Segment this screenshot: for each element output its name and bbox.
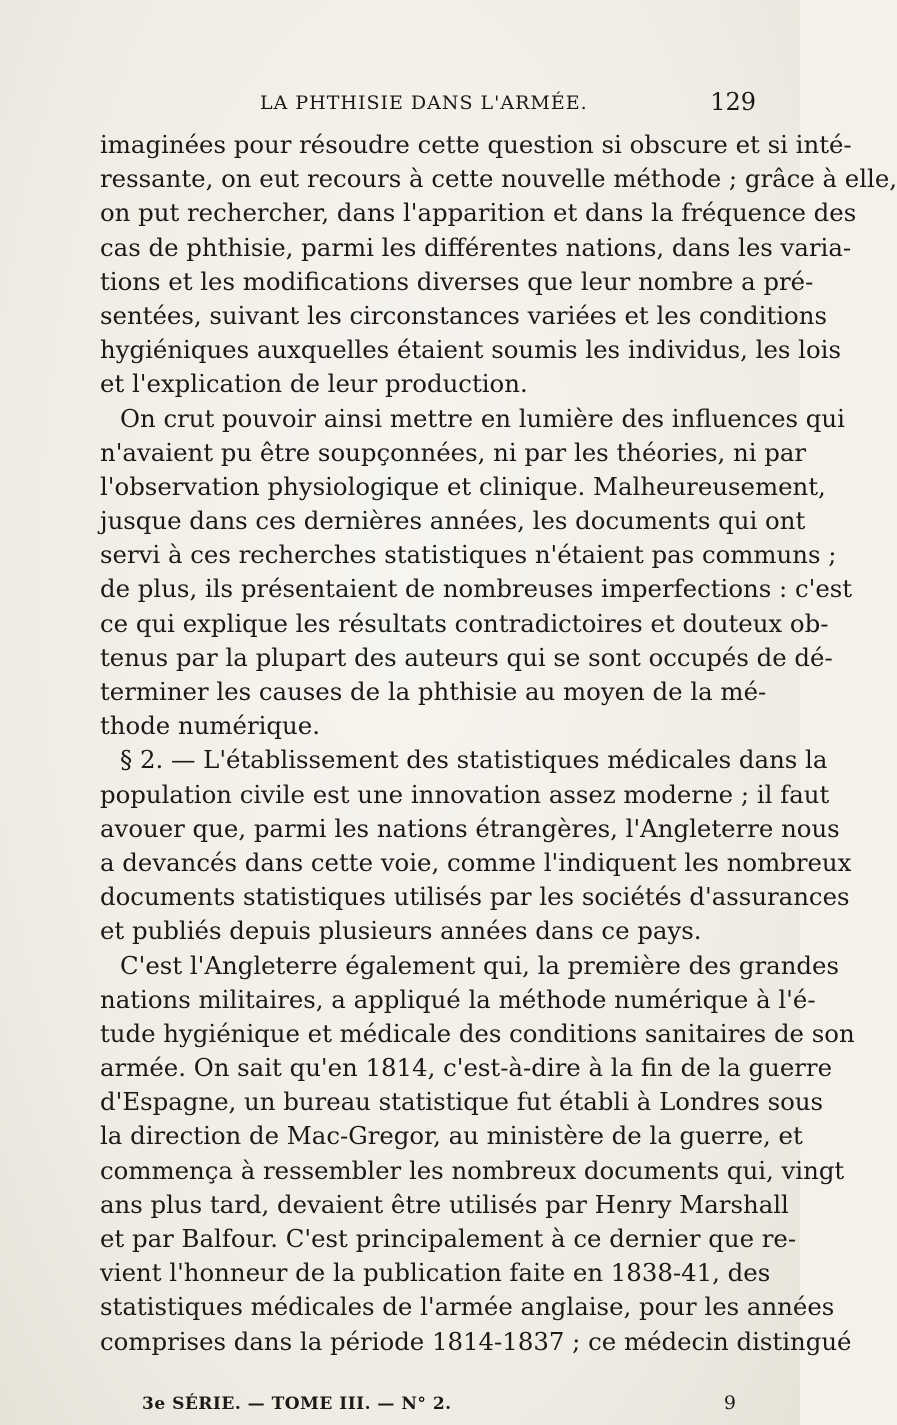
text-line: d'Espagne, un bureau statistique fut établi à Londres sous (100, 1087, 824, 1117)
text-line: tions et les modifications diverses que leur nombre a pré- (100, 266, 814, 296)
text-line: terminer les causes de la phthisie au moyen de la mé- (100, 677, 767, 706)
text-line: ressante, on eut recours à cette nouvelle méthode ; grâce à elle, (100, 164, 897, 194)
text-line: statistiques médicales de l'armée anglaise, pour les années (100, 1292, 835, 1322)
text-line: et publiés depuis plusieurs années dans ce pays. (100, 916, 702, 946)
text-line: tude hygiénique et médicale des conditions sanitaires de son (100, 1018, 855, 1048)
text-line: on put rechercher, dans l'apparition et dans la fréquence des (100, 198, 857, 228)
text-line: jusque dans ces dernières années, les documents qui ont (100, 506, 806, 536)
text-line: tenus par la plupart des auteurs qui se sont occupés de dé- (100, 642, 833, 672)
text-line: servi à ces recherches statistiques n'étaient pas communs ; (100, 540, 837, 570)
text-line: cas de phthisie, parmi les différentes nations, dans les varia- (100, 232, 852, 262)
text-line: ce qui explique les résultats contradictoires et douteux ob- (100, 608, 829, 638)
text-line: sentées, suivant les circonstances variées et les conditions (100, 300, 827, 330)
running-title: LA PHTHISIE DANS L'ARMÉE. (260, 92, 588, 114)
text-line: a devancés dans cette voie, comme l'indiquent les nombreux (100, 847, 852, 877)
text-line: l'observation physiologique et clinique. Malheureusement, (100, 471, 826, 501)
text-line: armée. On sait qu'en 1814, c'est-à-dire à la fin de la guerre (100, 1053, 833, 1083)
page-number: 129 (710, 88, 756, 116)
text-line: nations militaires, a appliqué la méthode numérique à l'é- (100, 984, 816, 1014)
text-line: comprises dans la période 1814-1837 ; ce médecin distingué (100, 1326, 852, 1356)
text-line: commença à ressembler les nombreux documents qui, vingt (100, 1155, 845, 1185)
signature-mark: 3e SÉRIE. — TOME III. — N° 2. (142, 1394, 452, 1414)
text-line: et par Balfour. C'est principalement à ce dernier que re- (100, 1224, 797, 1253)
footer (142, 1394, 740, 1420)
text-line: ans plus tard, devaient être utilisés par Henry Marshall (100, 1189, 789, 1219)
text-line: imaginées pour résoudre cette question si obscure et si inté- (100, 130, 852, 159)
text-line: vient l'honneur de la publication faite en 1838-41, des (100, 1258, 771, 1288)
signature-number: 9 (723, 1392, 736, 1414)
text-line: la direction de Mac-Gregor, au ministère de la guerre, et (100, 1121, 803, 1151)
text-line: de plus, ils présentaient de nombreuses imperfections : c'est (100, 574, 853, 604)
text-line: n'avaient pu être soupçonnées, ni par les théories, ni par (100, 437, 807, 467)
text-line: On crut pouvoir ainsi mettre en lumière des influences qui (120, 403, 845, 433)
text-line: C'est l'Angleterre également qui, la première des grandes (120, 950, 839, 980)
text-line: hygiéniques auxquelles étaient soumis les individus, les lois (100, 335, 841, 365)
text-line: avouer que, parmi les nations étrangères, l'Angleterre nous (100, 813, 840, 843)
text-line: thode numérique. (100, 711, 320, 741)
body-text (100, 128, 897, 1359)
text-line: population civile est une innovation assez moderne ; il faut (100, 779, 830, 809)
text-line: documents statistiques utilisés par les sociétés d'assurances (100, 882, 850, 912)
text-line: et l'explication de leur production. (100, 369, 528, 399)
running-head (100, 88, 760, 118)
text-line: § 2. — L'établissement des statistiques médicales dans la (120, 745, 828, 775)
